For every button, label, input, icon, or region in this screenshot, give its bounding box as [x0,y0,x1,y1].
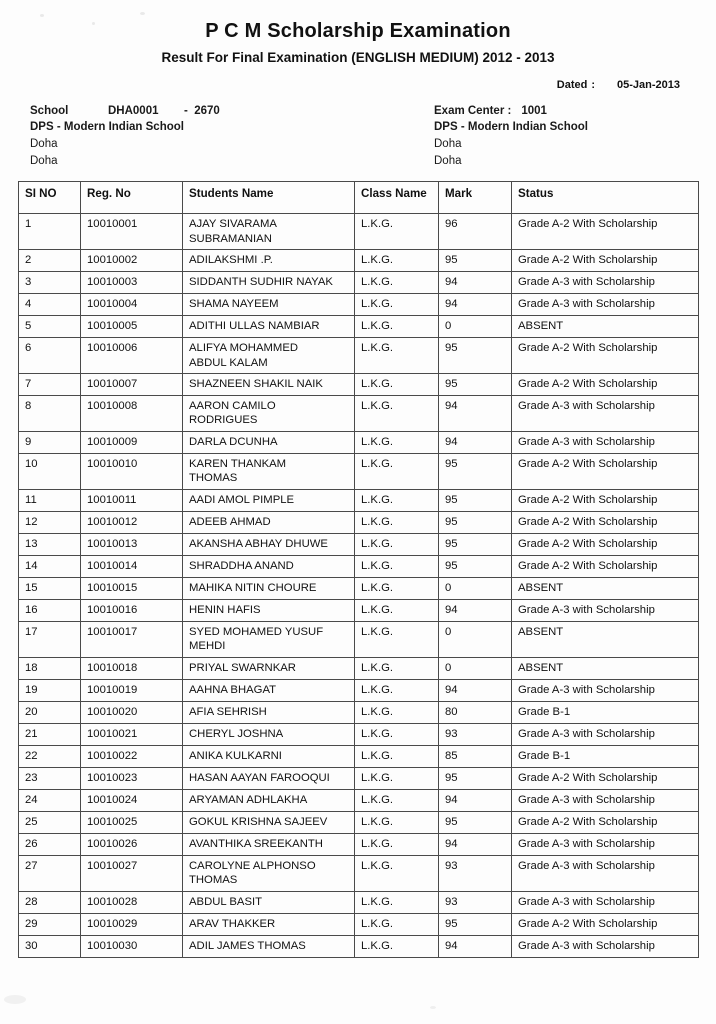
student-name-line-1: SHRADDHA ANAND [189,559,294,572]
student-class-name: L.K.G. [355,621,439,657]
table-row [19,533,699,555]
student-status: Grade A-3 with Scholarship [512,396,699,432]
student-class-name: L.K.G. [355,577,439,599]
student-status: Grade A-2 With Scholarship [512,767,699,789]
student-serial-number: 15 [19,577,81,599]
student-mark: 94 [439,599,512,621]
student-mark: 95 [439,489,512,511]
dated-label: Dated [556,78,588,91]
student-name [183,913,355,935]
student-name-line-1: AFIA SEHRISH [189,705,267,718]
school-dash: - [184,104,188,117]
student-serial-number: 2 [19,250,81,272]
student-name [183,453,355,489]
student-serial-number: 6 [19,338,81,374]
student-class-name: L.K.G. [355,701,439,723]
table-row [19,621,699,657]
student-name-line-1: KAREN THANKAM [189,457,287,470]
student-name-line-1: SYED MOHAMED YUSUF [189,625,324,638]
page-subtitle: Result For Final Examination (ENGLISH MEDIUM) 2012 - 2013 [161,50,555,65]
student-status: Grade A-2 With Scholarship [512,214,699,250]
student-name-line-1: ARYAMAN ADHLAKHA [189,793,308,806]
student-status: Grade A-2 With Scholarship [512,453,699,489]
student-mark: 94 [439,789,512,811]
results-table [18,181,699,957]
school-country: Doha [30,154,58,167]
student-mark: 95 [439,338,512,374]
student-status: Grade A-3 with Scholarship [512,833,699,855]
school-name: DPS - Modern Indian School [30,121,184,134]
student-reg-no: 10010020 [81,701,183,723]
student-reg-no: 10010012 [81,511,183,533]
school-number: 2670 [194,104,220,117]
student-class-name: L.K.G. [355,599,439,621]
student-class-name: L.K.G. [355,833,439,855]
student-reg-no: 10010017 [81,621,183,657]
student-name [183,789,355,811]
student-name [183,374,355,396]
student-reg-no: 10010023 [81,767,183,789]
table-row [19,679,699,701]
student-class-name: L.K.G. [355,272,439,294]
student-mark: 95 [439,767,512,789]
student-name-line-1: ADIL JAMES THOMAS [189,939,306,952]
student-serial-number: 1 [19,214,81,250]
student-serial-number: 11 [19,489,81,511]
student-reg-no: 10010028 [81,891,183,913]
student-status: Grade A-3 with Scholarship [512,272,699,294]
student-name-line-1: ANIKA KULKARNI [189,749,282,762]
student-reg-no: 10010027 [81,855,183,891]
exam-center-city: Doha [434,137,462,150]
table-row [19,811,699,833]
student-class-name: L.K.G. [355,745,439,767]
student-serial-number: 16 [19,599,81,621]
student-name-line-1: ALIFYA MOHAMMED [189,342,299,355]
student-serial-number: 25 [19,811,81,833]
table-row [19,701,699,723]
student-status: Grade A-2 With Scholarship [512,533,699,555]
student-status: Grade A-3 with Scholarship [512,891,699,913]
table-row [19,294,699,316]
student-serial-number: 13 [19,533,81,555]
student-name [183,599,355,621]
student-mark: 95 [439,374,512,396]
student-name-line-1: AAHNA BHAGAT [189,683,277,696]
student-name-line-1: SHAZNEEN SHAKIL NAIK [189,378,323,391]
student-name-line-1: HENIN HAFIS [189,603,261,616]
student-name-line-1: ADILAKSHMI .P. [189,254,273,267]
column-header-name: Students Name [183,182,355,214]
student-status: Grade A-2 With Scholarship [512,913,699,935]
table-row [19,577,699,599]
student-class-name: L.K.G. [355,811,439,833]
student-class-name: L.K.G. [355,767,439,789]
student-mark: 94 [439,396,512,432]
student-reg-no: 10010030 [81,935,183,957]
student-mark: 94 [439,935,512,957]
student-class-name: L.K.G. [355,316,439,338]
student-name [183,745,355,767]
student-mark: 94 [439,294,512,316]
table-row [19,374,699,396]
student-reg-no: 10010022 [81,745,183,767]
student-class-name: L.K.G. [355,533,439,555]
table-row [19,855,699,891]
student-name-line-1: DARLA DCUNHA [189,435,278,448]
student-status: Grade A-2 With Scholarship [512,374,699,396]
student-serial-number: 8 [19,396,81,432]
dated-value: 05-Jan-2013 [617,78,680,91]
student-name [183,621,355,657]
column-header-mark: Mark [439,182,512,214]
student-serial-number: 14 [19,555,81,577]
student-mark: 93 [439,723,512,745]
student-mark: 96 [439,214,512,250]
student-class-name: L.K.G. [355,374,439,396]
student-name-line-1: SHAMA NAYEEM [189,298,279,311]
student-name-line-2: MEHDI [189,640,226,653]
student-status: Grade A-3 with Scholarship [512,599,699,621]
student-mark: 93 [439,891,512,913]
student-class-name: L.K.G. [355,891,439,913]
student-class-name: L.K.G. [355,789,439,811]
student-reg-no: 10010024 [81,789,183,811]
table-row [19,511,699,533]
student-name [183,577,355,599]
student-name-line-1: SIDDANTH SUDHIR NAYAK [189,276,333,289]
student-class-name: L.K.G. [355,511,439,533]
dated-colon: : [591,78,595,91]
table-row [19,250,699,272]
student-serial-number: 29 [19,913,81,935]
student-name-line-1: AADI AMOL PIMPLE [189,493,295,506]
student-serial-number: 19 [19,679,81,701]
student-name [183,767,355,789]
student-serial-number: 24 [19,789,81,811]
table-row [19,453,699,489]
info-row [0,91,716,170]
student-serial-number: 3 [19,272,81,294]
student-serial-number: 10 [19,453,81,489]
school-code: DHA0001 [108,104,159,117]
student-name-line-2: RODRIGUES [189,414,258,427]
school-identifier-line [30,103,420,120]
table-row [19,214,699,250]
student-serial-number: 4 [19,294,81,316]
table-row [19,431,699,453]
student-class-name: L.K.G. [355,294,439,316]
student-reg-no: 10010025 [81,811,183,833]
student-mark: 0 [439,577,512,599]
student-class-name: L.K.G. [355,250,439,272]
student-class-name: L.K.G. [355,555,439,577]
student-status: Grade A-2 With Scholarship [512,555,699,577]
student-name [183,657,355,679]
table-row [19,599,699,621]
student-name-line-1: GOKUL KRISHNA SAJEEV [189,815,328,828]
column-header-class: Class Name [355,182,439,214]
results-table-body [19,214,699,957]
school-info-block [0,103,420,170]
student-class-name: L.K.G. [355,431,439,453]
exam-center-label: Exam Center : [434,104,512,117]
page-title: P C M Scholarship Examination [205,20,511,42]
student-reg-no: 10010002 [81,250,183,272]
student-status: Grade A-2 With Scholarship [512,511,699,533]
student-class-name: L.K.G. [355,657,439,679]
column-header-slno: SI NO [19,182,81,214]
student-status: Grade A-2 With Scholarship [512,811,699,833]
student-reg-no: 10010029 [81,913,183,935]
student-name-line-1: CAROLYNE ALPHONSO [189,859,316,872]
student-name [183,396,355,432]
student-name [183,272,355,294]
student-name-line-1: AKANSHA ABHAY DHUWE [189,537,328,550]
student-name [183,214,355,250]
student-status: Grade A-3 with Scholarship [512,935,699,957]
student-name-line-1: HASAN AAYAN FAROOQUI [189,771,330,784]
student-serial-number: 5 [19,316,81,338]
student-name [183,431,355,453]
student-name [183,555,355,577]
school-label: School [30,104,69,117]
table-row [19,657,699,679]
student-class-name: L.K.G. [355,913,439,935]
student-name [183,679,355,701]
student-reg-no: 10010015 [81,577,183,599]
student-serial-number: 21 [19,723,81,745]
student-mark: 95 [439,250,512,272]
student-reg-no: 10010006 [81,338,183,374]
student-reg-no: 10010004 [81,294,183,316]
student-name-line-2: THOMAS [189,472,238,485]
student-name [183,891,355,913]
student-name [183,935,355,957]
student-serial-number: 26 [19,833,81,855]
table-row [19,935,699,957]
student-reg-no: 10010026 [81,833,183,855]
student-status: Grade A-3 with Scholarship [512,723,699,745]
student-status: Grade A-3 with Scholarship [512,789,699,811]
exam-center-identifier-line [434,103,716,120]
student-reg-no: 10010003 [81,272,183,294]
student-mark: 95 [439,533,512,555]
student-serial-number: 27 [19,855,81,891]
student-name [183,338,355,374]
student-serial-number: 9 [19,431,81,453]
table-row [19,272,699,294]
student-name [183,811,355,833]
student-name-line-1: CHERYL JOSHNA [189,727,284,740]
student-mark: 94 [439,431,512,453]
student-name [183,294,355,316]
student-serial-number: 12 [19,511,81,533]
exam-center-code: 1001 [521,104,547,117]
table-row [19,913,699,935]
student-name [183,489,355,511]
student-reg-no: 10010009 [81,431,183,453]
student-name [183,533,355,555]
exam-center-name: DPS - Modern Indian School [434,121,588,134]
student-reg-no: 10010018 [81,657,183,679]
student-mark: 95 [439,453,512,489]
student-class-name: L.K.G. [355,723,439,745]
student-serial-number: 30 [19,935,81,957]
school-city: Doha [30,137,58,150]
student-name-line-1: ABDUL BASIT [189,895,263,908]
student-class-name: L.K.G. [355,489,439,511]
table-row [19,789,699,811]
student-class-name: L.K.G. [355,935,439,957]
student-status: Grade A-2 With Scholarship [512,250,699,272]
student-class-name: L.K.G. [355,396,439,432]
results-table-wrap [0,169,716,957]
student-reg-no: 10010001 [81,214,183,250]
table-row [19,489,699,511]
student-reg-no: 10010014 [81,555,183,577]
student-reg-no: 10010021 [81,723,183,745]
table-row [19,316,699,338]
student-name [183,701,355,723]
student-reg-no: 10010019 [81,679,183,701]
student-mark: 95 [439,913,512,935]
student-status: Grade A-3 with Scholarship [512,431,699,453]
student-status: Grade A-3 with Scholarship [512,679,699,701]
student-name-line-2: THOMAS [189,874,238,887]
table-row [19,833,699,855]
column-header-regno: Reg. No [81,182,183,214]
student-name [183,511,355,533]
student-mark: 0 [439,621,512,657]
student-reg-no: 10010005 [81,316,183,338]
student-name [183,723,355,745]
student-status: Grade B-1 [512,745,699,767]
student-mark: 0 [439,657,512,679]
student-mark: 94 [439,679,512,701]
exam-center-info-block [420,103,716,170]
student-mark: 95 [439,511,512,533]
student-name [183,316,355,338]
table-row [19,396,699,432]
student-name-line-2: ABDUL KALAM [189,356,268,369]
table-row [19,891,699,913]
table-header-row [19,182,699,214]
student-mark: 80 [439,701,512,723]
student-serial-number: 23 [19,767,81,789]
student-mark: 95 [439,811,512,833]
student-status: Grade A-2 With Scholarship [512,489,699,511]
exam-center-country: Doha [434,154,462,167]
student-name-line-1: ADITHI ULLAS NAMBIAR [189,320,320,333]
student-mark: 94 [439,833,512,855]
student-name [183,250,355,272]
student-status: Grade A-2 With Scholarship [512,338,699,374]
student-serial-number: 28 [19,891,81,913]
student-status: ABSENT [512,316,699,338]
student-class-name: L.K.G. [355,855,439,891]
student-name-line-1: PRIYAL SWARNKAR [189,661,296,674]
column-header-status: Status [512,182,699,214]
student-serial-number: 7 [19,374,81,396]
student-status: Grade A-3 with Scholarship [512,855,699,891]
student-serial-number: 17 [19,621,81,657]
student-name-line-1: AJAY SIVARAMA [189,218,277,231]
student-reg-no: 10010011 [81,489,183,511]
student-class-name: L.K.G. [355,453,439,489]
student-status: ABSENT [512,577,699,599]
student-mark: 0 [439,316,512,338]
student-serial-number: 20 [19,701,81,723]
student-status: ABSENT [512,657,699,679]
student-mark: 85 [439,745,512,767]
student-class-name: L.K.G. [355,338,439,374]
student-name [183,833,355,855]
student-name-line-1: ADEEB AHMAD [189,515,271,528]
student-class-name: L.K.G. [355,214,439,250]
student-mark: 93 [439,855,512,891]
student-name [183,855,355,891]
table-row [19,723,699,745]
student-reg-no: 10010008 [81,396,183,432]
student-mark: 95 [439,555,512,577]
table-row [19,745,699,767]
table-row [19,767,699,789]
student-class-name: L.K.G. [355,679,439,701]
student-status: Grade A-3 with Scholarship [512,294,699,316]
student-reg-no: 10010007 [81,374,183,396]
student-status: ABSENT [512,621,699,657]
table-row [19,338,699,374]
dated-line [0,66,716,91]
student-name-line-1: AVANTHIKA SREEKANTH [189,837,323,850]
student-reg-no: 10010016 [81,599,183,621]
student-mark: 94 [439,272,512,294]
student-status: Grade B-1 [512,701,699,723]
student-name-line-1: MAHIKA NITIN CHOURE [189,581,317,594]
student-serial-number: 18 [19,657,81,679]
student-reg-no: 10010013 [81,533,183,555]
student-name-line-1: ARAV THAKKER [189,917,276,930]
student-reg-no: 10010010 [81,453,183,489]
table-row [19,555,699,577]
student-name-line-2: SUBRAMANIAN [189,232,272,245]
student-serial-number: 22 [19,745,81,767]
student-name-line-1: AARON CAMILO [189,400,276,413]
